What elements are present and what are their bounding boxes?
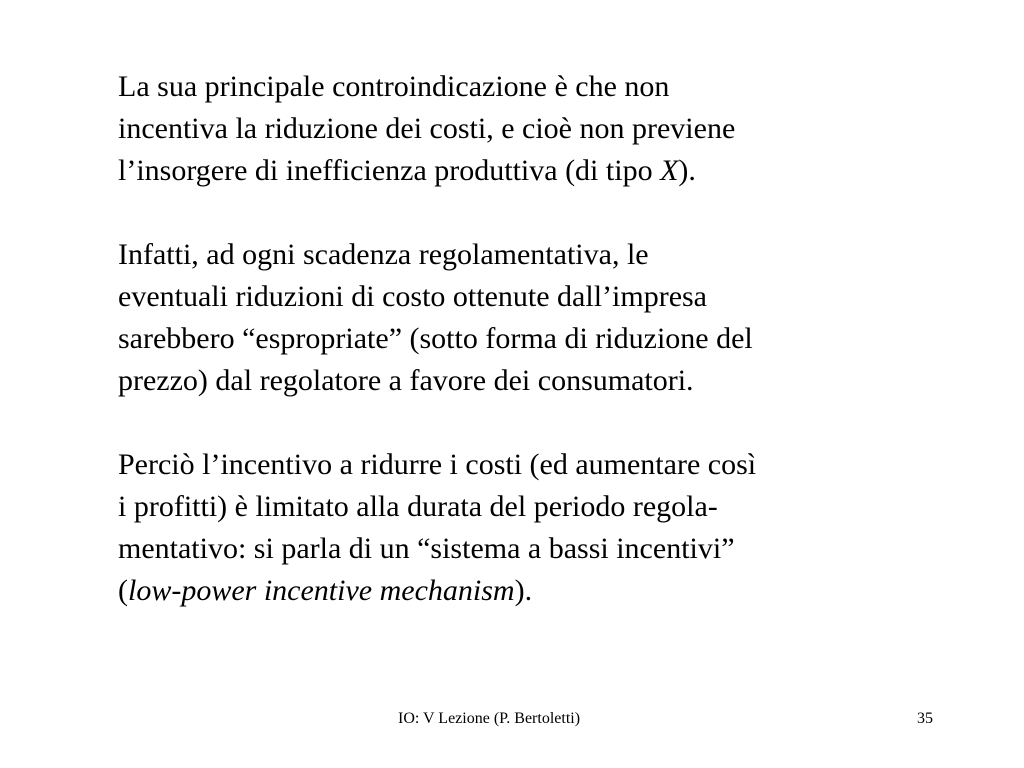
text-line: Infatti, ad ogni scadenza regolamentativa, le: [118, 238, 649, 271]
page-number: 35: [917, 710, 933, 727]
text-line: sarebbero “espropriate” (sotto forma di riduzione del: [118, 322, 753, 355]
footer-title: IO: V Lezione (P. Bertoletti): [398, 710, 581, 727]
text-line: [118, 150, 978, 192]
text-line: eventuali riduzioni di costo ottenute dall’impresa: [118, 280, 707, 313]
text-line: [118, 570, 978, 612]
italic-term: X: [660, 154, 679, 187]
italic-term: low-power incentive mechanism: [128, 574, 515, 607]
text-line: prezzo) dal regolatore a favore dei consumatori.: [118, 364, 694, 397]
text-run: ).: [678, 154, 696, 187]
text-run: ).: [514, 574, 533, 607]
text-run: l’insorgere di inefficienza produttiva (di tipo: [118, 154, 661, 187]
text-run: (: [118, 574, 128, 607]
paragraph-3: [118, 444, 978, 612]
paragraph-2: [118, 234, 978, 402]
text-line: La sua principale controindicazione è che non: [118, 70, 670, 103]
text-line: incentiva la riduzione dei costi, e cioè non previene: [118, 112, 736, 145]
slide-body: [118, 66, 978, 654]
text-line: i profitti) è limitato alla durata del periodo regola-: [118, 490, 718, 523]
text-line: Perciò l’incentivo a ridurre i costi (ed aumentare così: [118, 448, 757, 481]
paragraph-1: [118, 66, 978, 192]
text-line: mentativo: si parla di un “sistema a bassi incentivi”: [118, 532, 735, 565]
